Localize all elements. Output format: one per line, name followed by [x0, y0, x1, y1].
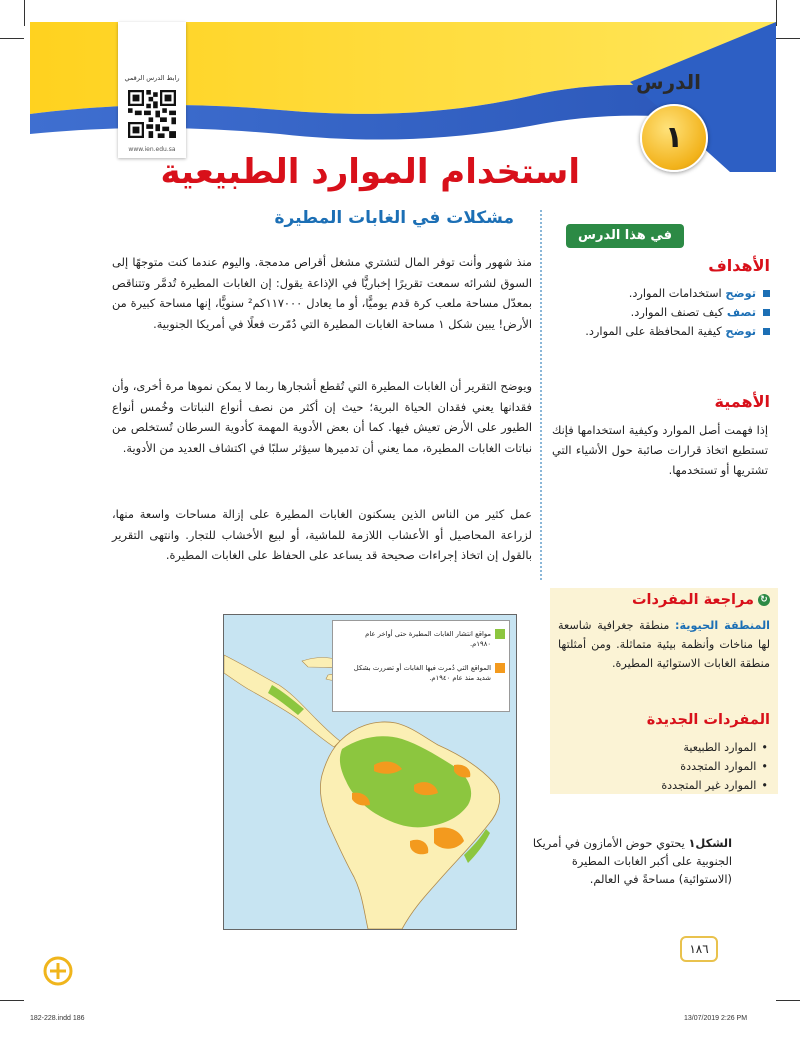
importance-text: إذا فهمت أصل الموارد وكيفية استخدامها فإنك تستطيع اتخاذ قرارات صائبة حول الأشياء التي تشتريها أو تستخدمها. — [552, 423, 768, 477]
legend-swatch — [495, 663, 505, 673]
lesson-number-badge: ١ — [640, 104, 708, 172]
new-vocab-title: المفردات الجديدة — [646, 712, 770, 728]
paragraph-1: منذ شهور وأنت توفر المال لتشتري مشغل أقراص مدمجة. واليوم عندما كنت متوجهًا إلى السوق لشرائه سمعت تقريرًا إخباريًّا في الإذاعة يقول: إن الغابات المطيرة تُدمَّر وتتناقص بمعدّل مساحة ملعب كرة قدم يوميًّا، أو ما يعادل ١١٧٠٠٠كم² سنويًّا، إنها مساحة كبيرة من الأرض! يبين شكل ١ مساحة الغابات المطيرة التي دُمّرت فعلًا في أمريكا الجنوبية. — [112, 255, 533, 331]
section-title: مشكلات في الغابات المطيرة — [274, 208, 514, 228]
crop-mark — [0, 38, 24, 39]
crop-mark — [776, 1000, 800, 1001]
bullet-icon — [763, 328, 770, 335]
vocab-item: • الموارد الطبيعية — [560, 738, 768, 757]
paragraph-3: عمل كثير من الناس الذين يسكنون الغابات المطيرة على إزالة مساحات واسعة منها، لزراعة المحاصيل أو الأعشاب اللازمة للماشية، أو لبيع الأخشاب للتجار. وانتهى التقرير بالقول إن اتخاذ إجراءات صحيحة قد يساعد على الحفاظ على الغابات المطيرة. — [112, 507, 532, 562]
objective-item: توضح كيفية المحافظة على الموارد. — [550, 322, 770, 341]
vocab-item: • الموارد غير المتجددة — [560, 776, 768, 795]
crop-mark — [776, 38, 800, 39]
objectives-title: الأهداف — [708, 256, 770, 275]
crop-mark — [776, 0, 777, 26]
qr-title: رابط الدرس الرقمي — [124, 74, 180, 82]
publisher-logo-icon — [42, 956, 74, 986]
objectives-list — [550, 284, 770, 341]
qr-url: www.ien.edu.sa — [128, 146, 176, 153]
legend-swatch — [495, 629, 505, 639]
crop-mark — [24, 0, 25, 26]
vocab-definition: المنطقة الحيوية: منطقة جغرافية شاسعة لها مناخات وأنظمة بيئية متماثلة. ومن أمثلتها منطقة الغابات الاستوائية المطيرة. — [558, 619, 770, 670]
vocab-review-title: ↻مراجعة المفردات — [560, 592, 770, 608]
importance-title: الأهمية — [714, 392, 770, 411]
in-lesson-badge: في هذا الدرس — [566, 224, 684, 248]
legend-entry: المواقع التي دُمرت فيها الغابات أو تضررت بشكل شديد منذ عام ١٩٤٠م. — [351, 663, 503, 683]
page-number: ١٨٦ — [680, 936, 718, 962]
lesson-label: الدرس — [636, 70, 702, 94]
vocab-item: • الموارد المتجددة — [560, 757, 768, 776]
figure-caption: الشكل١ يحتوي حوض الأمازون في أمريكا الجنوبية على أكبر الغابات المطيرة (الاستوائية) مساحةً في العالم. — [532, 836, 732, 886]
column-divider — [540, 210, 542, 580]
objective-item: تصف كيف تصنف الموارد. — [550, 303, 770, 322]
page-title: استخدام الموارد الطبيعية — [160, 152, 580, 192]
bullet-icon — [763, 290, 770, 297]
bullet-icon — [763, 309, 770, 316]
qr-code-icon[interactable] — [128, 90, 176, 138]
paragraph-2: ويوضح التقرير أن الغابات المطيرة التي تُقطع أشجارها ربما لا يمكن نموها مرة أخرى، وأن فقدانها يعني فقدان الحياة البرية؛ حيث إن أكثر من نصف أنواع النباتات وخُمس أنواع الطيور على الأرض تعيش فيها. كما أن بعض الأدوية المهمة كأدوية السرطان تُستخلص من نباتات الغابات المطيرة، مما يعني أن تدميرها سيؤثر سلبًا في اكتشاف العديد من الأدوية. — [112, 379, 532, 455]
new-vocab-list — [560, 738, 768, 795]
map-legend — [332, 620, 510, 712]
objective-item: توضح استخدامات الموارد. — [550, 284, 770, 303]
arrow-circle-icon: ↻ — [758, 594, 770, 606]
qr-card — [118, 22, 186, 158]
footer-file: 182-228.indd 186 — [30, 1015, 85, 1022]
crop-mark — [0, 1000, 24, 1001]
legend-entry: مواقع انتشار الغابات المطيرة حتى أواخر عام ١٩٨٠م. — [351, 629, 503, 649]
footer-timestamp: 13/07/2019 2:26 PM — [684, 1015, 748, 1022]
